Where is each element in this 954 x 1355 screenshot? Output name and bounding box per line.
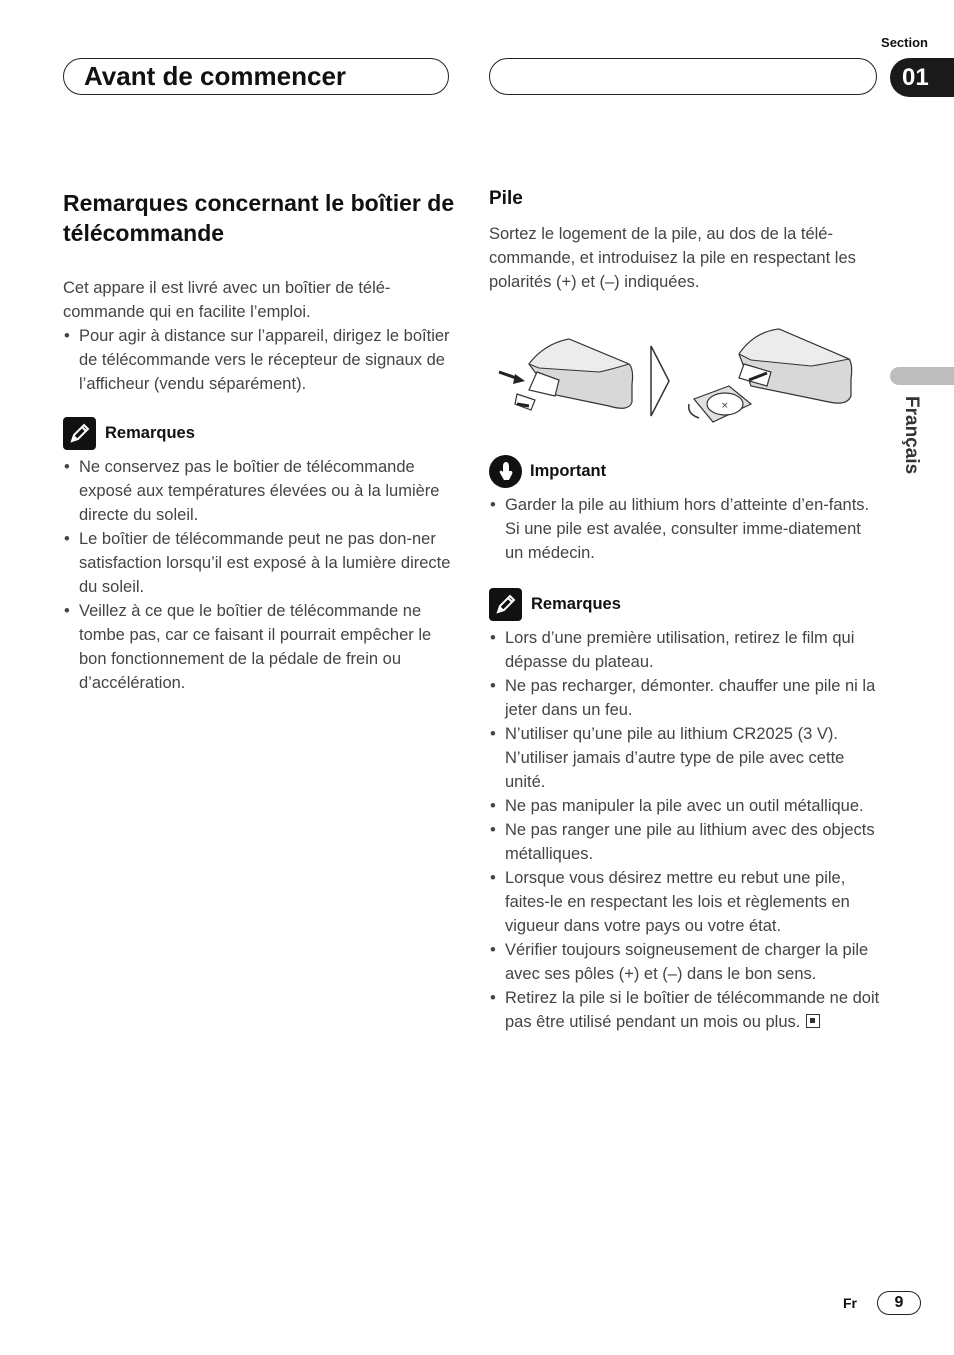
notes-header bbox=[63, 416, 455, 450]
language-tab bbox=[890, 367, 954, 385]
notes-header bbox=[489, 587, 881, 621]
list-item: • Pour agir à distance sur l’appareil, dirigez le boîtier de télécommande vers le récepteur de signaux de l’afficheur (vendu séparément). bbox=[63, 324, 455, 396]
list-item: • Le boîtier de télécommande peut ne pas don-ner satisfaction lorsqu’il est exposé à la lumière directe du soleil. bbox=[63, 527, 455, 599]
language-label: Français bbox=[901, 396, 922, 475]
important-list bbox=[489, 493, 881, 565]
language-label-container bbox=[896, 396, 922, 496]
battery-illustration bbox=[489, 324, 881, 434]
list-item: • Ne conservez pas le boîtier de télécommande exposé aux températures élevées ou à la lumière directe du soleil. bbox=[63, 455, 455, 527]
notes-list bbox=[63, 455, 455, 695]
list-item: • Ne pas recharger, démonter. chauffer une pile ni la jeter dans un feu. bbox=[489, 674, 881, 722]
list-item bbox=[489, 986, 881, 1034]
page-title-box bbox=[63, 58, 449, 95]
list-item: • Ne pas ranger une pile au lithium avec des objects métalliques. bbox=[489, 818, 881, 866]
important-header bbox=[489, 454, 881, 488]
pencil-note-icon bbox=[63, 417, 96, 450]
battery-notes-list bbox=[489, 626, 881, 1034]
notes-title: Remarques bbox=[531, 594, 621, 613]
page-number: 9 bbox=[877, 1291, 921, 1315]
important-title: Important bbox=[530, 461, 607, 480]
end-mark-icon bbox=[806, 1014, 820, 1028]
list-item: • Vérifier toujours soigneusement de charger la pile avec ses pôles (+) et (–) dans le bon sens. bbox=[489, 938, 881, 986]
list-item: • Lors d’une première utilisation, retirez le film qui dépasse du plateau. bbox=[489, 626, 881, 674]
right-column bbox=[489, 188, 881, 1034]
footer-language-code: Fr bbox=[843, 1295, 857, 1311]
battery-insertion-diagram bbox=[489, 324, 869, 434]
intro-bullets bbox=[63, 324, 455, 396]
list-item: • Garder la pile au lithium hors d’atteinte d’en-fants. Si une pile est avalée, consulter imme-diatement un médecin. bbox=[489, 493, 881, 565]
pencil-note-icon bbox=[489, 588, 522, 621]
page-title: Avant de commencer bbox=[84, 61, 347, 91]
intro-paragraph: Cet appare il est livré avec un boîtier de télé-commande qui en facilite l’emploi. bbox=[63, 279, 391, 321]
battery-intro: Sortez le logement de la pile, au dos de la télé-commande, et introduisez la pile en respectant les polarités (+) et (–) indiquées. bbox=[489, 225, 856, 291]
section-heading-battery: Pile bbox=[489, 188, 523, 209]
last-note-text: Retirez la pile si le boîtier de télécommande ne doit pas être utilisé pendant un mois ou plus. bbox=[505, 989, 880, 1031]
left-column bbox=[63, 188, 455, 695]
list-item: • Ne pas manipuler la pile avec un outil métallique. bbox=[489, 794, 881, 818]
section-number-badge: 01 bbox=[890, 58, 954, 97]
section-heading-remote: Remarques concernant le boîtier de télécommande bbox=[63, 190, 455, 246]
notes-title: Remarques bbox=[105, 423, 195, 442]
list-item: • Lorsque vous désirez mettre eu rebut une pile, faites-le en respectant les lois et règlements en vigueur dans votre pays ou votre état. bbox=[489, 866, 881, 938]
svg-text:×: × bbox=[721, 401, 729, 411]
list-item: • N’utiliser qu’une pile au lithium CR2025 (3 V). N’utiliser jamais d’autre type de pile avec cette unité. bbox=[489, 722, 881, 794]
empty-title-box bbox=[489, 58, 877, 95]
hand-important-icon bbox=[489, 455, 522, 488]
section-label: Section bbox=[881, 35, 928, 50]
list-item: • Veillez à ce que le boîtier de télécommande ne tombe pas, car ce faisant il pourrait empêcher le bon fonctionnement de la pédale de frein ou d’accélération. bbox=[63, 599, 455, 695]
